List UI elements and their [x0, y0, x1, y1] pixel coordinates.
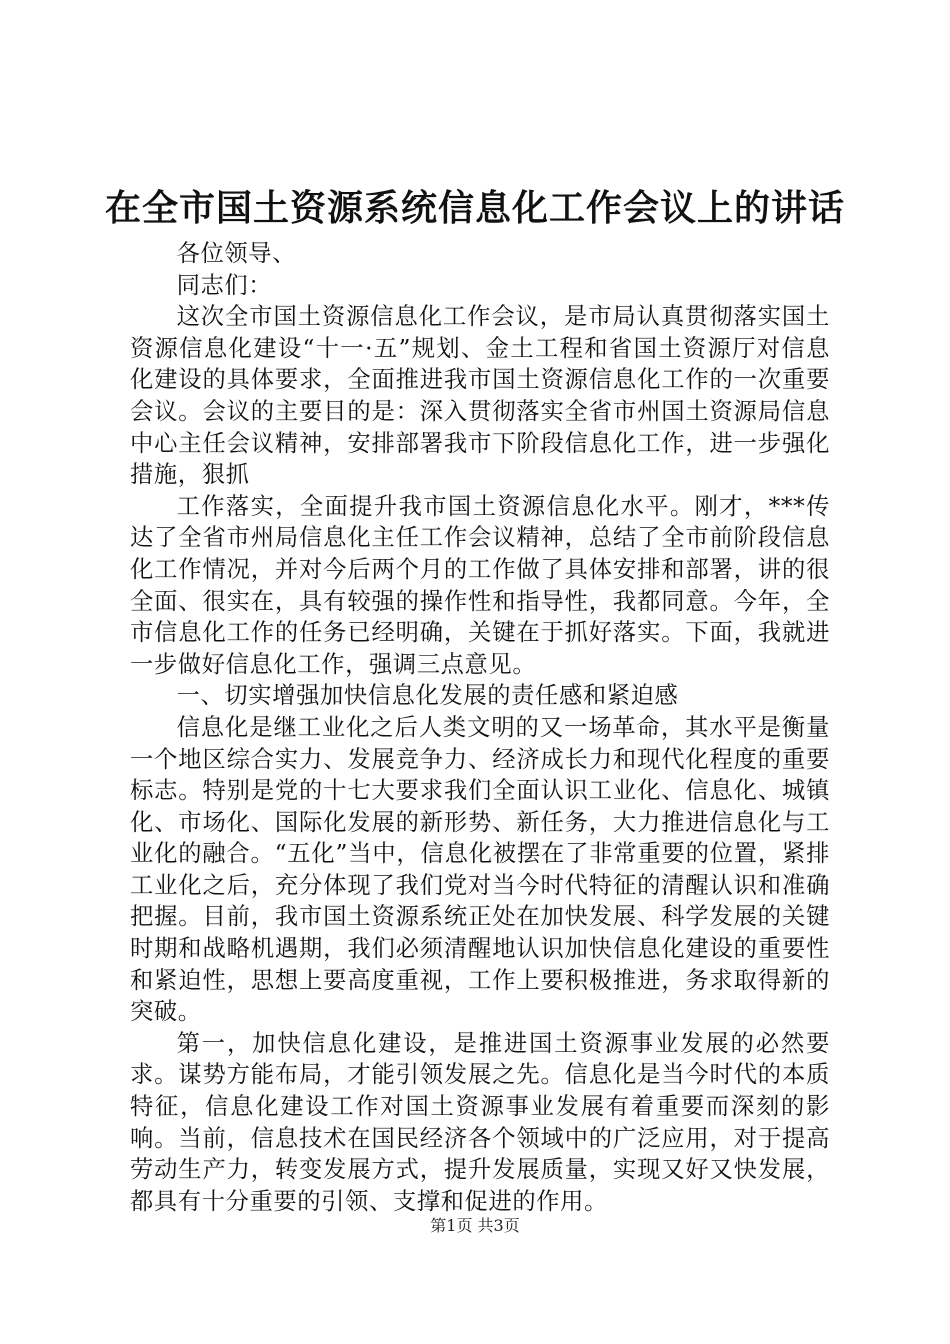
paragraph-informatization-significance: 信息化是继工业化之后人类文明的又一场革命，其水平是衡量一个地区综合实力、发展竞争力、经济成长力和现代化程度的重要标志。特别是党的十七大要求我们全面认识工业化、信息化、城镇化、市场化、国际化发展的新形势、新任务，大力推进信息化与工业化的融合。“五化”当中，信息化被摆在了非常重要的位置，紧排工业化之后，充分体现了我们党对当今时代特征的清醒认识和准确把握。目前，我市国土资源系统正处在加快发展、科学发展的关键时期和战略机遇期，我们必须清醒地认识加快信息化建设的重要性和紧迫性，思想上要高度重视，工作上要积极推进，务求取得新的突破。 — [130, 713, 830, 1026]
paragraph-first-point: 第一，加快信息化建设，是推进国土资源事业发展的必然要求。谋势方能布局，才能引领发展之先。信息化是当今时代的本质特征，信息化建设工作对国土资源事业发展有着重要而深刻的影响。当前，信息技术在国民经济各个领域中的广泛应用，对于提高劳动生产力，转变发展方式，提升发展质量，实现又好又快发展，都具有十分重要的引领、支撑和促进的作用。 — [130, 1029, 830, 1215]
document-body — [130, 238, 830, 1217]
section-heading-one: 一、切实增强加快信息化发展的责任感和紧迫感 — [176, 682, 679, 710]
paragraph-work-implementation: 工作落实，全面提升我市国土资源信息化水平。刚才，***传达了全省市州局信息化主任工作会议精神，总结了全市前阶段信息化工作情况，并对今后两个月的工作做了具体安排和部署，讲的很全面、很实在，具有较强的操作性和指导性，我都同意。今年，全市信息化工作的任务已经明确，关键在于抓好落实。下面，我就进一步做好信息化工作，强调三点意见。 — [130, 492, 830, 678]
salutation-leaders: 各位领导、 — [176, 240, 297, 267]
paragraph-meeting-intro: 这次全市国土资源信息化工作会议，是市局认真贯彻落实国土资源信息化建设“十一·五”规划、金土工程和省国土资源厅对信息化建设的具体要求，全面推进我市国土资源信息化工作的一次重要会议。会议的主要目的是：深入贯彻落实全省市州国土资源局信息中心主任会议精神，安排部署我市下阶段信息化工作，进一步强化措施，狠抓 — [130, 303, 830, 489]
document-title: 在全市国土资源系统信息化工作会议上的讲话 — [104, 187, 845, 229]
salutation-comrades: 同志们： — [176, 271, 273, 299]
page-number: 第1页 共3页 — [430, 1216, 520, 1235]
